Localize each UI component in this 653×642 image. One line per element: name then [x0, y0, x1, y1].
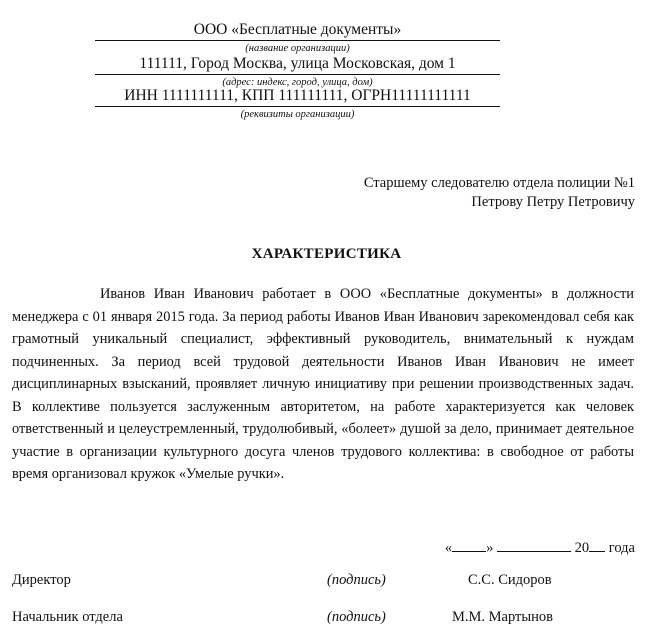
addressee-line-1: Старшему следователю отдела полиции №1 [363, 175, 635, 191]
date-close-quote: » [486, 540, 494, 556]
year-blank [589, 537, 605, 552]
org-name: ООО «Бесплатные документы» [95, 21, 500, 41]
org-address-block [95, 55, 500, 89]
org-requisites: ИНН 1111111111, КПП 111111111, ОГРН11111111111 [95, 87, 500, 107]
org-requisites-caption: (реквизиты организации) [240, 109, 355, 120]
date-open-quote: « [444, 540, 453, 556]
day-blank [452, 537, 486, 552]
org-name-block [95, 21, 500, 55]
characteristic-body: Иванов Иван Иванович работает в ООО «Бесплатные документы» в должности менеджера с 01 января 2015 года. За период работы Иванов Иван Иванович зарекомендовал себя как грамотный уникальный специалист, эффективный руководитель, внимательный к нуждам подчиненных. За период всей трудовой деятельности Иванов Иван Иванович не имеет дисциплинарных взысканий, проявляет личную инициативу при решении производственных задач. В коллективе пользуется заслуженным авторитетом, на работе характеризуется как человек ответственный и целеустремленный, трудолюбивый, «болеет» душой за дело, принимает деятельное участие в организации культурного досуга членов трудового коллектива: в свободное от работы время организовал кружок «Умелые ручки». [12, 286, 634, 482]
signature-name-head: М.М. Мартынов [452, 609, 553, 625]
year-suffix: года [608, 540, 635, 556]
signature-position-director: Директор [12, 572, 71, 588]
org-address: 111111, Город Москва, улица Московская, дом 1 [95, 55, 500, 75]
signature-note-director: (подпись) [327, 572, 386, 588]
org-name-caption: (название организации) [245, 43, 350, 54]
org-address-caption: (адрес: индекс, город, улица, дом) [222, 77, 373, 88]
signature-note-head: (подпись) [327, 609, 386, 625]
month-blank [497, 537, 571, 552]
date-line [445, 537, 635, 557]
signature-position-head: Начальник отдела [12, 609, 123, 625]
year-prefix: 20 [574, 540, 590, 556]
org-requisites-block [95, 87, 500, 121]
signature-name-director: С.С. Сидоров [468, 572, 552, 588]
document-title: ХАРАКТЕРИСТИКА [251, 246, 402, 262]
addressee-line-2: Петрову Петру Петровичу [471, 194, 635, 210]
